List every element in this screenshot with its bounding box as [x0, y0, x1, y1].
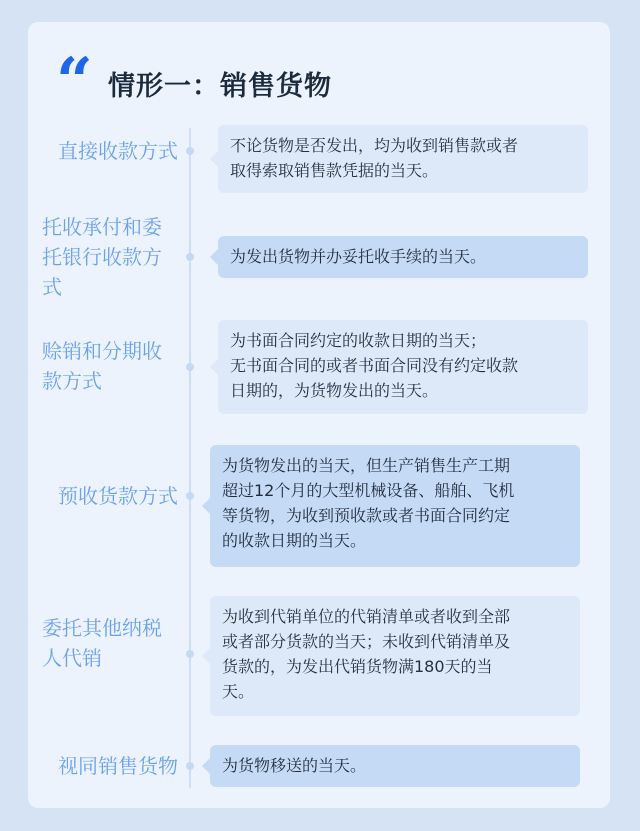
row-desc-text: 货款的，为发出代销货物满180天的当: [222, 657, 493, 676]
row-desc-text: 的收款日期的当天。: [222, 531, 367, 550]
row-desc-deemed-sale: [210, 745, 580, 787]
row-desc-text: 超过12个月的大型机械设备、船舶、飞机: [222, 481, 515, 500]
row-desc-consignment: [210, 596, 580, 716]
timeline-line: [189, 128, 191, 788]
row-desc-credit-installment: [218, 320, 588, 414]
page-title: 情形一：销售货物: [108, 71, 332, 102]
row-desc-text: 日期的，为货物发出的当天。: [230, 381, 439, 400]
timeline-dot: [186, 650, 194, 658]
row-label-deemed-sale: [36, 751, 178, 781]
row-desc-bank-collection: [218, 236, 588, 278]
row-desc-text: 为货物发出的当天，但生产销售生产工期: [222, 456, 511, 475]
row-label-text: 直接收款方式: [58, 139, 178, 163]
row-desc-text: 或者部分货款的当天；未收到代销清单及: [222, 632, 511, 651]
timeline-dot: [186, 492, 194, 500]
row-desc-text: 不论货物是否发出，均为收到销售款或者: [230, 136, 519, 155]
row-label-consignment: [36, 613, 184, 673]
row-desc-text: 为货物移送的当天。: [222, 756, 367, 775]
row-desc-text: 无书面合同的或者书面合同没有约定收款: [230, 356, 519, 375]
timeline-dot: [186, 762, 194, 770]
row-label-advance-payment: [36, 481, 178, 511]
row-desc-direct-collection: [218, 125, 588, 193]
row-label-text: 预收货款方式: [58, 484, 178, 508]
timeline-dot: [186, 253, 194, 261]
row-desc-text: 为书面合同约定的收款日期的当天；: [230, 331, 487, 350]
timeline-dot: [186, 363, 194, 371]
quote-icon: “: [56, 44, 93, 119]
row-desc-text: 取得索取销售款凭据的当天。: [230, 161, 439, 180]
row-desc-text: 为发出货物并办妥托收手续的当天。: [230, 247, 487, 266]
row-desc-text: 天。: [222, 682, 255, 701]
row-label-text: 款方式: [42, 369, 102, 393]
row-desc-text: 为收到代销单位的代销清单或者收到全部: [222, 607, 511, 626]
row-desc-text: 等货物，为收到预收款或者书面合同约定: [222, 506, 511, 525]
timeline-dot: [186, 147, 194, 155]
row-label-text: 托收承付和委: [42, 215, 162, 239]
row-label-direct-collection: [36, 136, 178, 166]
row-desc-advance-payment: [210, 445, 580, 567]
row-label-text: 赊销和分期收: [42, 339, 162, 363]
row-label-text: 式: [42, 275, 62, 299]
row-label-bank-collection: [36, 212, 184, 302]
row-label-text: 视同销售货物: [58, 754, 178, 778]
row-label-credit-installment: [36, 336, 184, 396]
row-label-text: 委托其他纳税: [42, 616, 162, 640]
row-label-text: 托银行收款方: [42, 245, 162, 269]
row-label-text: 人代销: [42, 646, 102, 670]
